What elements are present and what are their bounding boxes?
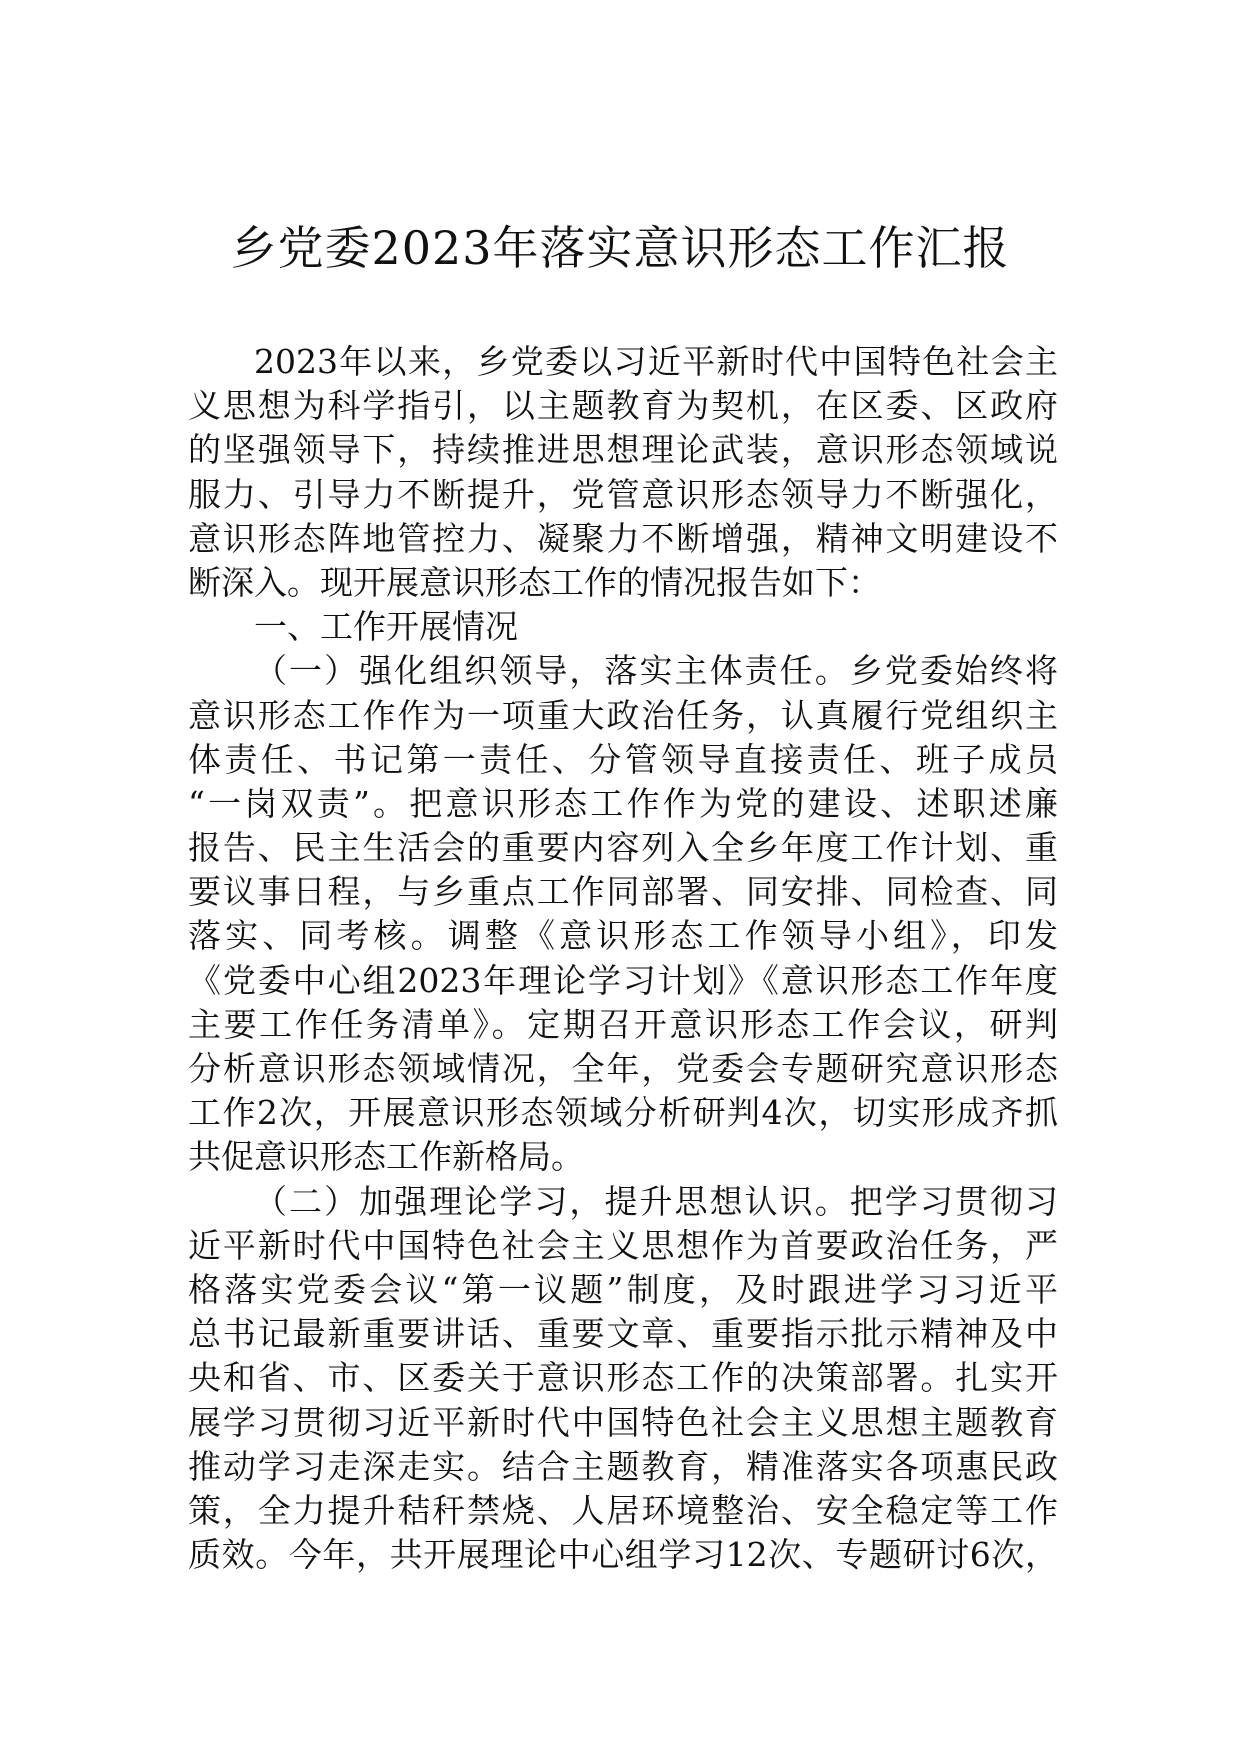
text-line: 央和省、市、区委关于意识形态工作的决策部署。扎实开 <box>188 1358 1058 1398</box>
text-line: 近平新时代中国特色社会主义思想作为首要政治任务，严 <box>188 1225 1058 1265</box>
text-line: 主要工作任务清单》。定期召开意识形态工作会议，研判 <box>188 1004 1058 1044</box>
text-line: 《党委中心组2023年理论学习计划》《意识形态工作年度 <box>188 960 1058 1000</box>
text-line: 落实、同考核。调整《意识形态工作领导小组》，印发 <box>188 916 1058 956</box>
text-line: 质效。今年，共开展理论中心组学习12次、专题研讨6次， <box>188 1535 1058 1575</box>
text-line: 策，全力提升秸秆禁烧、人居环境整治、安全稳定等工作 <box>188 1490 1058 1530</box>
text-line: 要议事日程，与乡重点工作同部署、同安排、同检查、同 <box>188 872 1058 912</box>
text-line: （二）加强理论学习，提升思想认识。把学习贯彻习 <box>254 1181 1058 1221</box>
text-line: 2023年以来，乡党委以习近平新时代中国特色社会主 <box>254 342 1058 381</box>
text-line: 服力、引导力不断提升，党管意识形态领导力不断强化， <box>188 474 1058 514</box>
document-title: 乡党委2023年落实意识形态工作汇报 <box>230 221 1010 275</box>
text-line: 格落实党委会议“第一议题”制度，及时跟进学习习近平 <box>188 1269 1058 1309</box>
text-line: （一）强化组织领导，落实主体责任。乡党委始终将 <box>254 651 1058 691</box>
document-body <box>188 340 1058 1577</box>
text-line: 工作2次，开展意识形态领域分析研判4次，切实形成齐抓 <box>188 1093 1058 1133</box>
text-line: 共促意识形态工作新格局。 <box>188 1137 584 1177</box>
text-line: 推动学习走深走实。结合主题教育，精准落实各项惠民政 <box>188 1446 1058 1486</box>
text-line: 展学习贯彻习近平新时代中国特色社会主义思想主题教育 <box>188 1402 1058 1442</box>
text-line: 义思想为科学指引，以主题教育为契机，在区委、区政府 <box>188 386 1058 426</box>
text-line: 断深入。现开展意识形态工作的情况报告如下： <box>188 562 881 602</box>
text-line: 意识形态阵地管控力、凝聚力不断增强，精神文明建设不 <box>188 518 1058 558</box>
text-line: 总书记最新重要讲话、重要文章、重要指示批示精神及中 <box>188 1314 1058 1354</box>
text-line: 体责任、书记第一责任、分管领导直接责任、班子成员 <box>188 739 1058 779</box>
text-line: 意识形态工作作为一项重大政治任务，认真履行党组织主 <box>188 695 1058 735</box>
text-line: 一、工作开展情况 <box>254 607 518 647</box>
text-line: 的坚强领导下，持续推进思想理论武装，意识形态领域说 <box>188 430 1058 470</box>
text-line: “一岗双责”。把意识形态工作作为党的建设、述职述廉 <box>188 783 1058 823</box>
text-line: 分析意识形态领域情况，全年，党委会专题研究意识形态 <box>188 1049 1058 1088</box>
text-line: 报告、民主生活会的重要内容列入全乡年度工作计划、重 <box>188 828 1058 868</box>
